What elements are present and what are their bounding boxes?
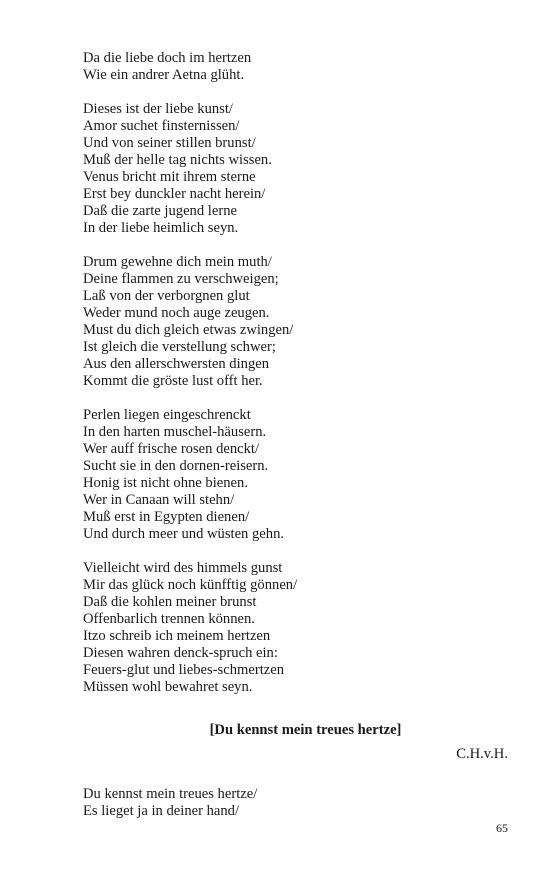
verse-line: Vielleicht wird des himmels gunst xyxy=(83,560,283,576)
verse-line: Muß erst in Egypten dienen/ xyxy=(83,509,250,525)
verse-line: Wie ein andrer Aetna glüht. xyxy=(83,67,245,83)
poem-author: C.H.v.H. xyxy=(456,746,508,762)
verse-line: In der liebe heimlich seyn. xyxy=(83,220,239,236)
verse-line: Daß die zarte jugend lerne xyxy=(83,203,237,219)
verse-line: Kommt die gröste lust offt her. xyxy=(83,373,263,389)
verse-line: Wer in Canaan will stehn/ xyxy=(83,492,235,508)
verse-line: Offenbarlich trennen können. xyxy=(83,611,255,627)
next-poem-opening xyxy=(83,786,508,820)
verse-line: Daß die kohlen meiner brunst xyxy=(83,594,257,610)
verse-line: Dieses ist der liebe kunst/ xyxy=(83,101,233,117)
page-content xyxy=(83,50,508,820)
verse-line: Deine flammen zu verschweigen; xyxy=(83,271,279,287)
verse-line: Venus bricht mit ihrem sterne xyxy=(83,169,256,185)
verse-line: Müssen wohl bewahret seyn. xyxy=(83,679,253,695)
verse-line: Erst bey dunckler nacht herein/ xyxy=(83,186,266,202)
poem-title: [Du kennst mein treues hertze] xyxy=(209,722,402,738)
stanza-5 xyxy=(83,560,508,696)
stanza-4 xyxy=(83,407,508,543)
stanza-3 xyxy=(83,254,508,390)
stanza-1 xyxy=(83,50,508,84)
verse-line: Ist gleich die verstellung schwer; xyxy=(83,339,276,355)
verse-line: Sucht sie in den dornen-reisern. xyxy=(83,458,269,474)
verse-line: Diesen wahren denck-spruch ein: xyxy=(83,645,278,661)
stanza-gap xyxy=(83,84,508,101)
verse-line: Feuers-glut und liebes-schmertzen xyxy=(83,662,285,678)
verse-line: Must du dich gleich etwas zwingen/ xyxy=(83,322,294,338)
verse-line: Du kennst mein treues hertze/ xyxy=(83,786,258,802)
stanza-gap xyxy=(83,543,508,560)
verse-line: Und durch meer und wüsten gehn. xyxy=(83,526,285,542)
verse-line: Perlen liegen eingeschrenckt xyxy=(83,407,251,423)
verse-line: Amor suchet finsternissen/ xyxy=(83,118,240,134)
verse-line: Muß der helle tag nichts wissen. xyxy=(83,152,272,168)
verse-line: Itzo schreib ich meinem hertzen xyxy=(83,628,271,644)
verse-line: Da die liebe doch im hertzen xyxy=(83,50,252,66)
verse-line: Drum gewehne dich mein muth/ xyxy=(83,254,272,270)
stanza-gap xyxy=(83,390,508,407)
verse-line: Wer auff frische rosen denckt/ xyxy=(83,441,260,457)
verse-line: Laß von der verborgnen glut xyxy=(83,288,250,304)
verse-line: In den harten muschel-häusern. xyxy=(83,424,267,440)
verse-line: Aus den allerschwersten dingen xyxy=(83,356,270,372)
stanza-2 xyxy=(83,101,508,237)
page-number: 65 xyxy=(496,821,508,835)
stanza-gap xyxy=(83,237,508,254)
verse-line: Honig ist nicht ohne bienen. xyxy=(83,475,248,491)
verse-line: Es lieget ja in deiner hand/ xyxy=(83,803,240,819)
verse-line: Weder mund noch auge zeugen. xyxy=(83,305,270,321)
verse-line: Mir das glück noch künfftig gönnen/ xyxy=(83,577,298,593)
verse-line: Und von seiner stillen brunst/ xyxy=(83,135,256,151)
